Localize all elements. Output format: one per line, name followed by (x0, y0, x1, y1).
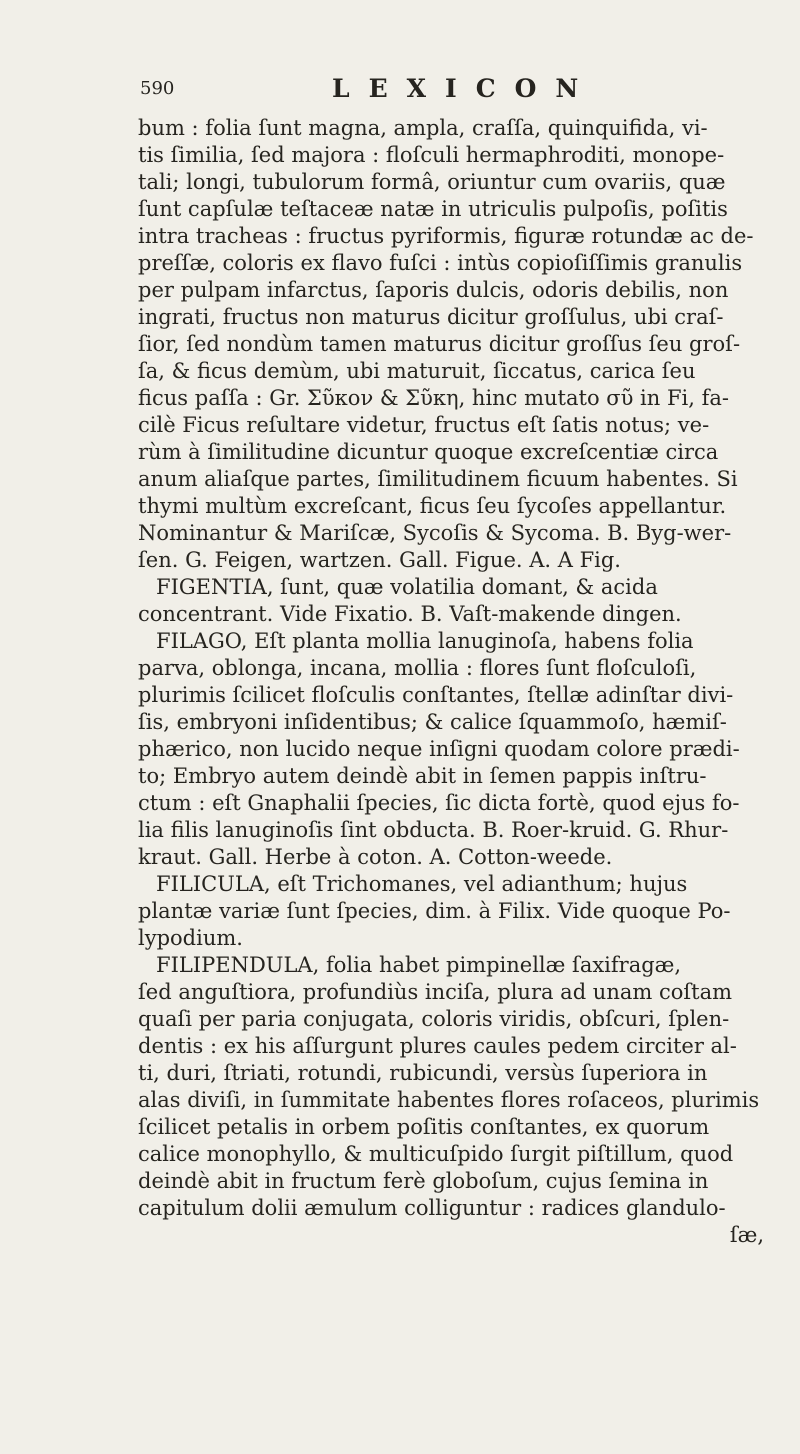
text-line: ſa, & ficus demùm, ubi maturuit, ſiccatus, carica ſeu (138, 359, 696, 383)
text-line: bum : folia ſunt magna, ampla, craſſa, quinquifida, vi- (138, 116, 708, 140)
text-line: alas diviſi, in ſummitate habentes flores roſaceos, plurimis (138, 1088, 760, 1112)
text-line: ſen. G. Feigen, wartzen. Gall. Figue. A. A Fig. (138, 548, 621, 572)
running-title: LEXICON (332, 74, 598, 103)
text-line: quaſi per paria conjugata, coloris viridis, obſcuri, ſplen- (138, 1007, 730, 1031)
text-line: per pulpam infarctus, ſaporis dulcis, odoris debilis, non (138, 278, 729, 302)
text-line: tali; longi, tubulorum formâ, oriuntur cum ovariis, quæ (138, 170, 726, 194)
text-line: ti, duri, ſtriati, rotundi, rubicundi, versùs ſuperiora in (138, 1061, 708, 1085)
text-line: ctum : eſt Gnaphalii ſpecies, ſic dicta fortè, quod ejus fo- (138, 791, 740, 815)
entry-filago: FILAGO, Eſt planta mollia lanuginoſa, habens folia (156, 629, 694, 653)
text-line: phærico, non lucido neque inſigni quodam colore prædi- (138, 737, 740, 761)
text-line: lypodium. (138, 926, 243, 950)
text-line: ſed anguſtiora, profundiùs inciſa, plura ad unam coſtam (138, 980, 733, 1004)
text-line: Nominantur & Mariſcæ, Sycoſis & Sycoma. B. Byg-wer- (138, 521, 732, 545)
text-line: intra tracheas : fructus pyriformis, figuræ rotundæ ac de- (138, 224, 754, 248)
entry-figentia: FIGENTIA, ſunt, quæ volatilia domant, & acida (156, 575, 658, 599)
text-line: cilè Ficus reſultare videtur, fructus eſt ſatis notus; ve- (138, 413, 710, 437)
text-line: ſior, ſed nondùm tamen maturus dicitur groſſus ſeu groſ- (138, 332, 741, 356)
text-line: plantæ variæ ſunt ſpecies, dim. à Filix. Vide quoque Po- (138, 899, 731, 923)
text-line: capitulum dolii æmulum colliguntur : radices glandulo- (138, 1196, 726, 1220)
lexicon-text (138, 115, 790, 1249)
entry-filipendula: FILIPENDULA, folia habet pimpinellæ ſaxifragæ, (156, 953, 682, 977)
text-line: anum aliaſque partes, ſimilitudinem ficuum habentes. Si (138, 467, 738, 491)
page-number: 590 (140, 78, 175, 99)
text-line: lia filis lanuginoſis ſint obducta. B. Roer-kruid. G. Rhur- (138, 818, 729, 842)
page-header (140, 74, 700, 108)
text-line: to; Embryo autem deindè abit in ſemen pappis inſtru- (138, 764, 707, 788)
text-line: preſſæ, coloris ex flavo fuſci : intùs copioſiſſimis granulis (138, 251, 743, 275)
text-line: parva, oblonga, incana, mollia : flores ſunt floſculoſi, (138, 656, 697, 680)
text-line: rùm à ſimilitudine dicuntur quoque excreſcentiæ circa (138, 440, 719, 464)
text-line: dentis : ex his aſſurgunt plures caules pedem circiter al- (138, 1034, 737, 1058)
text-line: ficus paſſa : Gr. Σῦκον & Σῦκη, hinc mutato σῦ in Fi, fa- (138, 386, 729, 410)
catchword: ſæ, (729, 1223, 764, 1247)
text-line: ingrati, fructus non maturus dicitur groſſulus, ubi craſ- (138, 305, 724, 329)
text-line: tis ſimilia, ſed majora : floſculi hermaphroditi, monope- (138, 143, 725, 167)
text-line: plurimis ſcilicet floſculis conſtantes, ſtellæ adinſtar divi- (138, 683, 734, 707)
text-line: ſis, embryoni inſidentibus; & calice ſquammoſo, hæmiſ- (138, 710, 727, 734)
text-line: thymi multùm excreſcant, ficus ſeu ſycoſes appellantur. (138, 494, 727, 518)
text-line: ſunt capſulæ teſtaceæ natæ in utriculis pulpoſis, poſitis (138, 197, 728, 221)
entry-filicula: FILICULA, eſt Trichomanes, vel adianthum; hujus (156, 872, 688, 896)
text-line: deindè abit in fructum ferè globoſum, cujus ſemina in (138, 1169, 709, 1193)
text-line: ſcilicet petalis in orbem poſitis conſtantes, ex quorum (138, 1115, 710, 1139)
text-line: calice monophyllo, & multicuſpido ſurgit piſtillum, quod (138, 1142, 734, 1166)
text-line: concentrant. Vide Fixatio. B. Vaſt-makende dingen. (138, 602, 682, 626)
text-line: kraut. Gall. Herbe à coton. A. Cotton-weede. (138, 845, 613, 869)
